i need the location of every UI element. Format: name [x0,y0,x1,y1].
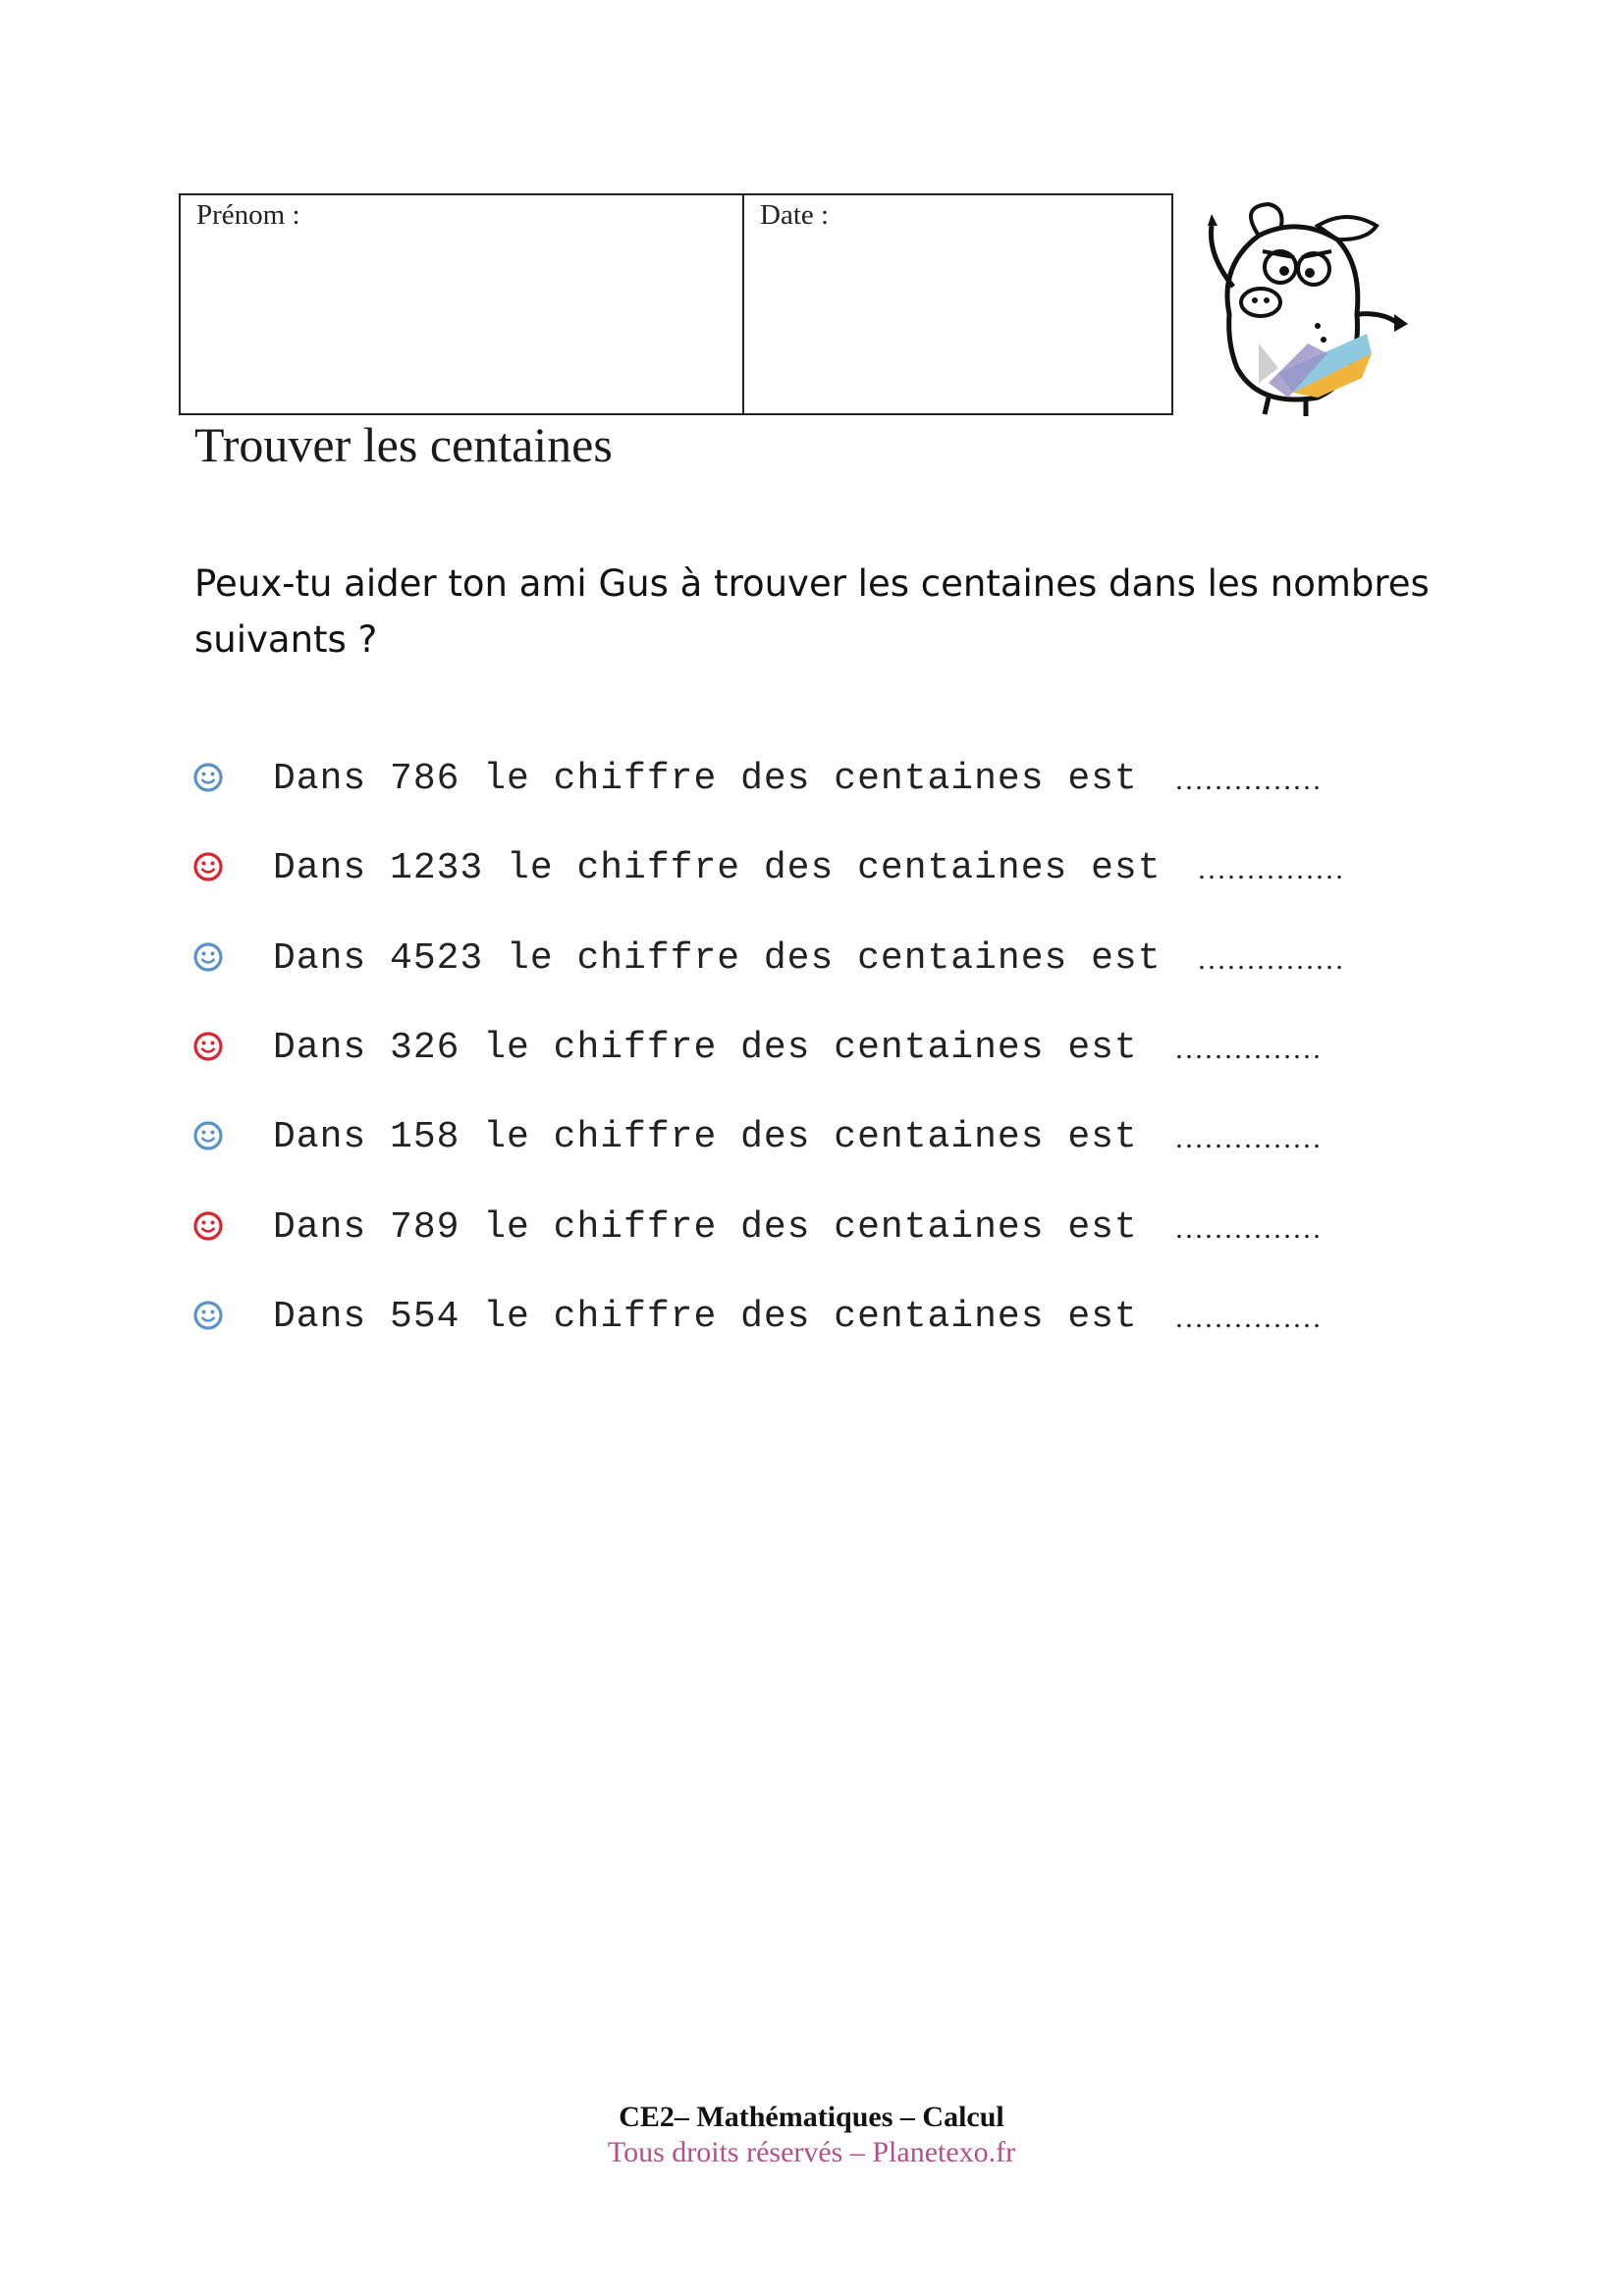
date-field[interactable] [744,195,1171,413]
exercise-text: Dans 789 le chiffre des centaines est [273,1206,1138,1249]
exercise-text: Dans 554 le chiffre des centaines est [273,1296,1138,1338]
name-label: Prénom : [196,199,300,231]
smiley-icon [192,1031,224,1062]
smiley-icon [192,851,224,882]
answer-blank[interactable]: …………… [1174,1212,1322,1245]
answer-blank[interactable]: …………… [1197,943,1344,976]
exercise-text: Dans 786 le chiffre des centaines est [273,758,1138,800]
answer-blank[interactable]: …………… [1174,1033,1322,1065]
page-footer [0,2101,1623,2169]
footer-subject: CE2– Mathématiques – Calcul [619,2101,1004,2133]
name-field[interactable] [181,195,744,413]
smiley-icon [192,1210,224,1242]
exercise-text: Dans 158 le chiffre des centaines est [273,1116,1138,1158]
footer-copyright[interactable]: Tous droits réservés – Planetexo.fr [607,2136,1016,2168]
sheep-mascot-illustration [1200,196,1418,417]
exercise-text: Dans 326 le chiffre des centaines est [273,1027,1138,1069]
date-label: Date : [760,199,830,231]
smiley-icon [192,1120,224,1151]
smiley-icon [192,762,224,793]
answer-blank[interactable]: …………… [1174,764,1322,796]
answer-blank[interactable]: …………… [1174,1122,1322,1154]
instructions-text: Peux-tu aider ton ami Gus à trouver les centaines dans les nombres suivants ? [194,562,1430,661]
exercise-text: Dans 4523 le chiffre des centaines est [273,937,1162,980]
answer-blank[interactable]: …………… [1174,1302,1322,1334]
header-table [179,193,1173,415]
answer-blank[interactable]: …………… [1197,853,1344,885]
smiley-icon [192,1300,224,1331]
smiley-icon [192,941,224,973]
page-title: Trouver les centaines [194,417,613,472]
exercise-text: Dans 1233 le chiffre des centaines est [273,847,1162,889]
